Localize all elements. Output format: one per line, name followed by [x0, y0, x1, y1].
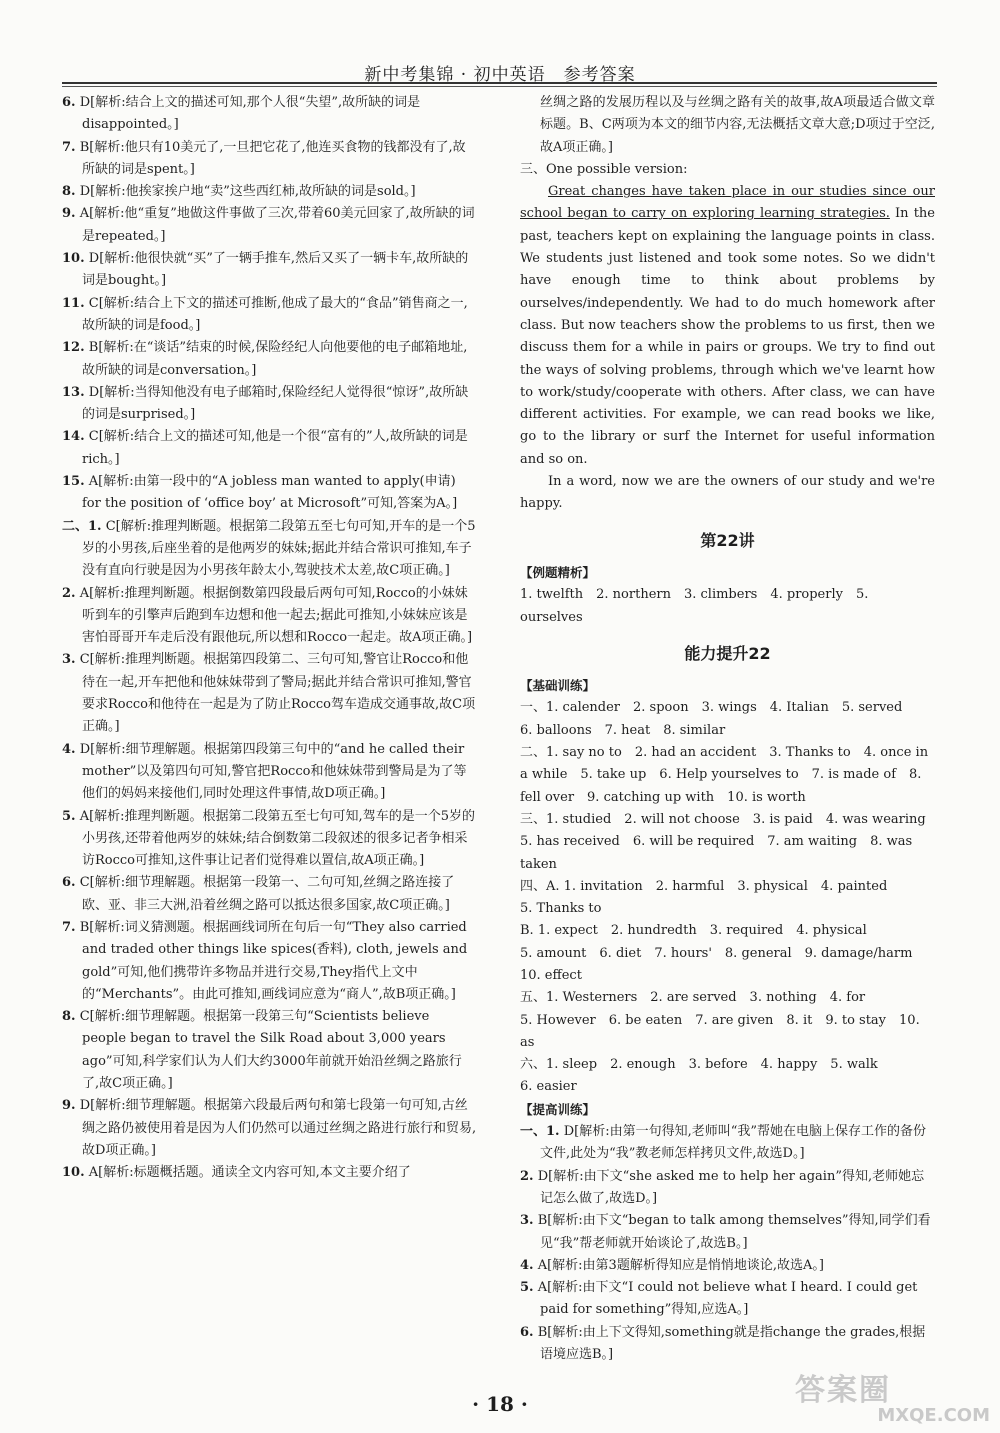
answer-text: D[解析:细节理解题。根据第六段最后两句和第七段第一句可知,古丝绸之路仍被使用着是因为人们仍然可以通过丝绸之路进行旅行和贸易,故D项正确。] — [79, 1098, 477, 1158]
watermark-logo — [795, 1373, 990, 1426]
writing-passage — [520, 181, 935, 471]
answer-number: 6. — [520, 1324, 534, 1340]
example-label: 【例题精析】 — [520, 564, 596, 580]
writing-conclusion: In a word, now we are the owners of our study and we're happy. — [520, 474, 935, 512]
answer-number: 8. — [62, 1009, 76, 1025]
answer-text: C[解析:推理判断题。根据第四段第二、三句可知,警官让Rocco和他待在一起,开车把他和他妹妹带到了警局;据此并结合常识可推知,警官要求Rocco和他待在一起是为了防止Rocco驾车造成交通事故,故C项正确。] — [79, 652, 476, 735]
header-rule-thin — [62, 86, 937, 87]
answer-item — [62, 1095, 477, 1162]
answer-number: 3. — [62, 652, 76, 668]
answer-number: 3. — [520, 1213, 534, 1229]
answer-text: A[解析:由第3题解析得知应是悄悄地谈论,故选A。] — [537, 1257, 824, 1273]
answer-item — [62, 739, 477, 806]
answer-item — [62, 516, 477, 583]
answer-text: A[解析:标题概括题。通读全文内容可知,本文主要介绍了 — [88, 1165, 411, 1181]
answer-number: 7. — [62, 139, 76, 155]
lecture-title: 第22讲 — [700, 530, 755, 550]
answer-item — [62, 1006, 477, 1095]
answer-number: 15. — [62, 474, 85, 490]
answer-number: 2. — [520, 1168, 534, 1184]
right-column — [520, 92, 939, 1366]
watermark-url: MXQE.COM — [877, 1405, 990, 1426]
answer-text: C[解析:细节理解题。根据第一段第三句“Scientists believe people began to travel the Silk Road about 3,000 years ago”可知,科学家们认为人们大约3000年前就开始沿丝绸之路旅行了,故C项正确。] — [79, 1009, 462, 1092]
watermark-text: 答案圈 — [795, 1373, 891, 1408]
answer-item — [62, 1162, 477, 1184]
advanced-training-label: 【提高训练】 — [520, 1101, 596, 1117]
answer-text: D[解析:他挨家挨户地“卖”这些西红柿,故所缺的词是sold。] — [79, 184, 416, 200]
answer-text: B[解析:由下文“began to talk among themselves”得知,同学们看见“我”帮老师就开始谈论了,故选B。] — [537, 1213, 931, 1251]
answer-number: 14. — [62, 429, 85, 445]
answer-number: 5. — [520, 1280, 534, 1296]
answer-text: D[解析:他很快就“买”了一辆手推车,然后又买了一辆卡车,故所缺的词是bought。] — [82, 251, 469, 289]
answer-text: D[解析:由下文“she asked me to help her again”得知,老师她忘记怎么做了,故选D。] — [537, 1168, 925, 1206]
answer-number: 一、1. — [520, 1124, 560, 1140]
answer-item — [62, 917, 477, 1006]
answer-number: 二、1. — [62, 518, 102, 534]
writing-body: In the past, teachers kept on explaining the language points in class. We students just listened and took some notes. So we didn't have enough time to think about problems by ourselves/independently. We had to do much homework after class. But now teachers show the problems to us first, then we discuss them for a while in pairs or groups. We try to find out the ways of solving problems, through which we've learnt how to work/study/cooperate with others. After class, we can have different activities. For example, we can read books we like, go to the library or surf the Internet for useful information and so on. — [520, 206, 935, 467]
basic-answer-line: 10. effect — [520, 967, 582, 983]
example-answers: 1. twelfth 2. northern 3. climbers 4. properly 5. ourselves — [520, 587, 869, 625]
basic-answer-line: B. 1. expect 2. hundredth 3. required 4. physical — [520, 923, 867, 939]
answer-number: 10. — [62, 251, 85, 267]
answer-text: C[解析:细节理解题。根据第一段第一、二句可知,丝绸之路连接了欧、亚、非三大洲,沿着丝绸之路可以抵达很多国家,故C项正确。] — [79, 875, 455, 913]
advanced-training-answers — [520, 1121, 935, 1366]
answer-item — [62, 92, 477, 137]
page-header: 新中考集锦 · 初中英语 参考答案 — [364, 65, 636, 85]
answer-text: D[解析:由第一句得知,老师叫“我”帮她在电脑上保存工作的备份文件,此处为“我”教老师怎样拷贝文件,故选D。] — [540, 1124, 927, 1162]
answer-item — [520, 1121, 935, 1166]
answer-text: D[解析:结合上文的描述可知,那个人很“失望”,故所缺的词是disappointed。] — [79, 95, 421, 133]
answer-item — [62, 248, 477, 293]
answer-text: C[解析:结合上文的描述可知,他是一个很“富有的”人,故所缺的词是rich。] — [82, 429, 468, 467]
answer-item — [62, 137, 477, 182]
answer-text: B[解析:在“谈话”结束的时候,保险经纪人向他要他的电子邮箱地址,故所缺的词是conversation。] — [82, 340, 468, 378]
basic-answer-line: 5. Thanks to — [520, 901, 602, 917]
answer-item — [62, 426, 477, 471]
basic-answer-line: 5. However 6. be eaten 7. are given 8. it 9. to stay 10. as — [520, 1012, 920, 1050]
answer-text: B[解析:他只有10美元了,一旦把它花了,他连买食物的钱都没有了,故所缺的词是spent。] — [79, 139, 466, 177]
answer-item — [62, 293, 477, 338]
answer-item — [62, 337, 477, 382]
header-rule — [62, 82, 937, 84]
basic-answer-line: 六、1. sleep 2. enough 3. before 4. happy 5. walk — [520, 1057, 878, 1073]
answer-number: 8. — [62, 184, 76, 200]
basic-answer-line: 二、1. say no to 2. had an accident 3. Thanks to 4. once in a while 5. take up 6. Help yourselves to 7. is made of 8. fell over 9. catching up with 10. is worth — [520, 745, 929, 805]
answer-number: 9. — [62, 1098, 76, 1114]
answer-number: 12. — [62, 340, 85, 356]
basic-answer-line: 6. balloons 7. heat 8. similar — [520, 722, 726, 738]
answer-text: B[解析:词义猜测题。根据画线词所在句后一句“They also carried and traded other things like spices(香料), cloth, jewels and gold”可知,他们携带许多物品并进行交易,They指代上文中的“Merchants”。由此可推知,画线词应意为“商人”,故B项正确。] — [79, 919, 468, 1002]
basic-answer-line: 五、1. Westerners 2. are served 3. nothing 4. for — [520, 990, 866, 1006]
left-column — [62, 92, 477, 1185]
basic-answer-line: 5. amount 6. diet 7. hours' 8. general 9. damage/harm — [520, 945, 913, 961]
answer-item — [520, 1255, 935, 1277]
basic-training-answers — [520, 697, 939, 1098]
answer-item — [62, 806, 477, 873]
basic-answer-line: 三、1. studied 2. will not choose 3. is paid 4. was wearing 5. has received 6. will be required 7. am waiting 8. was taken — [520, 811, 939, 872]
answer-item — [62, 471, 477, 516]
answer-continuation: 丝绸之路的发展历程以及与丝绸之路有关的故事,故A项最适合做文章标题。B、C两项为本文的细节内容,无法概括文章大意;D项过于空泛,故A项正确。] — [540, 95, 935, 155]
answer-text: D[解析:细节理解题。根据第四段第三句中的“and he called their mother”以及第四句可知,警官把Rocco和他妹妹带到警局是为了等他们的妈妈来接他们,同时处理这件事情,故D项正确。] — [79, 741, 467, 802]
page-number: · 18 · — [472, 1392, 528, 1416]
answer-text: D[解析:当得知他没有电子邮箱时,保险经纪人觉得很“惊讶”,故所缺的词是surprised。] — [82, 384, 469, 423]
answer-number: 10. — [62, 1165, 85, 1181]
answer-number: 2. — [62, 585, 76, 601]
answer-text: A[解析:推理判断题。根据第二段第五至七句可知,驾车的是一个5岁的小男孩,还带着他两岁的妹妹;结合倒数第二段叙述的很多记者争相采访Rocco可推知,这件事让记者们觉得难以置信,故A项正确。] — [79, 808, 475, 869]
answer-number: 7. — [62, 919, 76, 935]
answer-text: B[解析:由上下文得知,something就是指change the grades,根据语境应选B。] — [537, 1324, 926, 1363]
basic-answer-line: 6. easier — [520, 1079, 577, 1095]
answer-item — [62, 583, 477, 650]
basic-training-label: 【基础训练】 — [520, 678, 596, 694]
answer-item — [520, 1277, 935, 1322]
basic-answer-line: 四、A. 1. invitation 2. harmful 3. physical 4. painted — [520, 878, 888, 894]
answer-number: 6. — [62, 875, 76, 891]
answer-text: A[解析:由第一段中的“A jobless man wanted to apply(申请) for the position of ‘office boy’ at Microsoft”可知,答案为A。] — [82, 474, 458, 512]
answer-item — [62, 181, 477, 203]
answer-number: 13. — [62, 384, 85, 400]
answer-item — [520, 1166, 935, 1211]
answer-item — [62, 872, 477, 917]
answer-number: 4. — [62, 741, 76, 757]
answer-number: 11. — [62, 295, 85, 311]
answer-item — [520, 1210, 935, 1255]
answer-number: 6. — [62, 95, 76, 110]
answer-text: A[解析:他“重复”地做这件事做了三次,带着60美元回家了,故所缺的词是repeated。] — [79, 206, 475, 244]
answer-number: 5. — [62, 808, 76, 824]
answer-text: A[解析:推理判断题。根据倒数第四段最后两句可知,Rocco的小妹妹听到车的引擎声后跑到车边想和他一起去;据此可推知,小妹妹应该是害怕哥哥开车走后没有跟他玩,所以想和Rocco一起走。故A项正确。] — [79, 585, 473, 646]
answer-item — [520, 1322, 935, 1367]
ability-title: 能力提升22 — [684, 643, 771, 663]
answer-text: C[解析:推理判断题。根据第二段第五至七句可知,开车的是一个5岁的小男孩,后座坐着的是他两岁的妹妹;据此并结合常识可推知,车子没有直向行驶是因为小男孩年龄太小,驾驶技术太差,故C项正确。] — [82, 518, 476, 579]
writing-label: 三、One possible version: — [520, 161, 688, 177]
answer-item — [62, 382, 477, 427]
answer-number: 9. — [62, 206, 76, 222]
basic-answer-line: 一、1. calender 2. spoon 3. wings 4. Italian 5. served — [520, 700, 903, 716]
answer-number: 4. — [520, 1257, 534, 1273]
answer-item — [62, 649, 477, 738]
writing-underlined-sentence: Great changes have taken place in our studies since our school began to carry on exploring learning strategies. — [520, 184, 935, 222]
answer-text: C[解析:结合上下文的描述可推断,他成了最大的“食品”销售商之一,故所缺的词是food。] — [82, 295, 468, 333]
answer-text: A[解析:由下文“I could not believe what I heard. I could get paid for something”得知,应选A。] — [537, 1280, 918, 1318]
answer-item — [62, 203, 477, 248]
